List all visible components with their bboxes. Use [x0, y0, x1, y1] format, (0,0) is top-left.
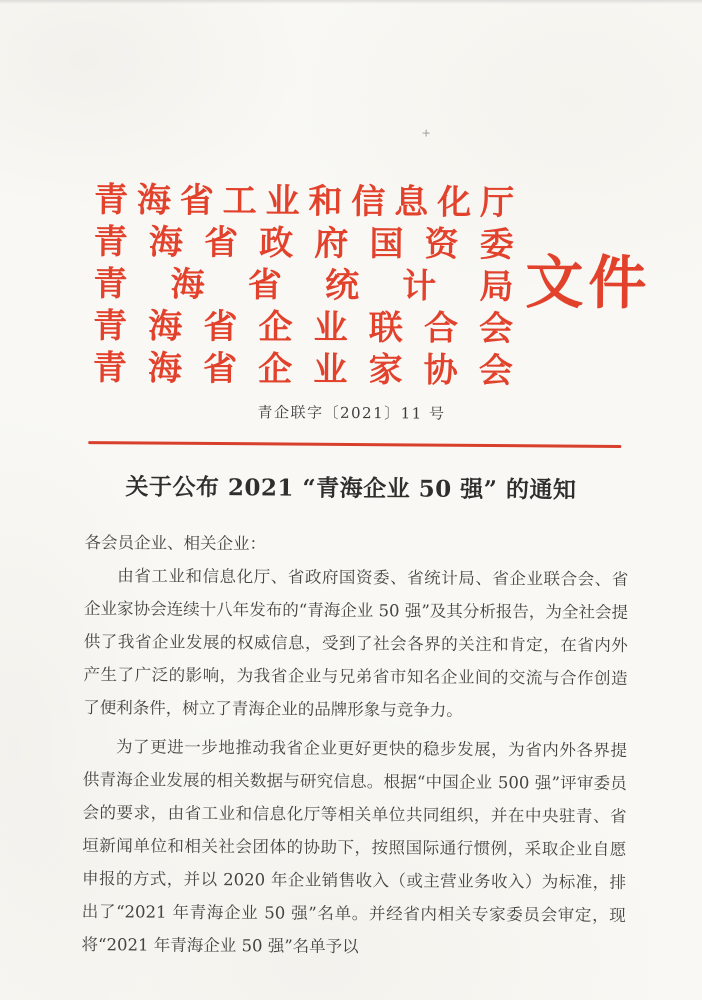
document-reference-number: 青企联字〔2021〕11 号 [257, 403, 446, 423]
agency-name-5: 青海省企业家协会 [92, 348, 513, 392]
salutation-line: 各会员企业、相关企业： [84, 533, 267, 554]
red-separator-rule [88, 441, 621, 448]
document-type-label: 文件 [525, 248, 652, 318]
agency-name-3: 青海省统计局 [93, 264, 514, 308]
document-body [81, 526, 628, 965]
agency-name-2: 青海省政府国资委 [93, 222, 514, 266]
body-paragraph-2: 为了更进一步地推动我省企业更好更快的稳步发展，为省内外各界提供青海企业发展的相关数据与研究信息。根据“中国企业 500 强”评审委员会的要求，由省工业和信息化厅等相关单位共同组织，并在中央驻青、省垣新闻单位和相关社会团体的协助下，按照国际通行惯例，采取企业自愿申报的方式，并以 2020 年企业销售收入（或主营业务收入）为标准，排出了“2021 年青海企业 50 强”名单。并经省内相关专家委员会审定，现将“2021 年青海企业 50 强”名单予以 [81, 737, 628, 957]
issuing-agencies-header [93, 179, 515, 392]
agency-name-4: 青海省企业联合会 [92, 306, 514, 350]
document-title: 关于公布 2021 “青海企业 50 强” 的通知 [125, 473, 577, 504]
agency-name-1: 青海省工业和信息化厅 [93, 180, 515, 224]
registration-cross-mark: + [421, 126, 431, 140]
body-paragraph-1: 由省工业和信息化厅、省政府国资委、省统计局、省企业联合会、省企业家协会连续十八年发布的“青海企业 50 强”及其分析报告，为全社会提供了我省企业发展的权威信息，受到了社会各界的关注和肯定，在省内外产生了广泛的影响，为我省企业与兄弟省市知名企业间的交流与合作创造了便利条件，树立了青海企业的品牌形象与竞争力。 [83, 566, 629, 720]
